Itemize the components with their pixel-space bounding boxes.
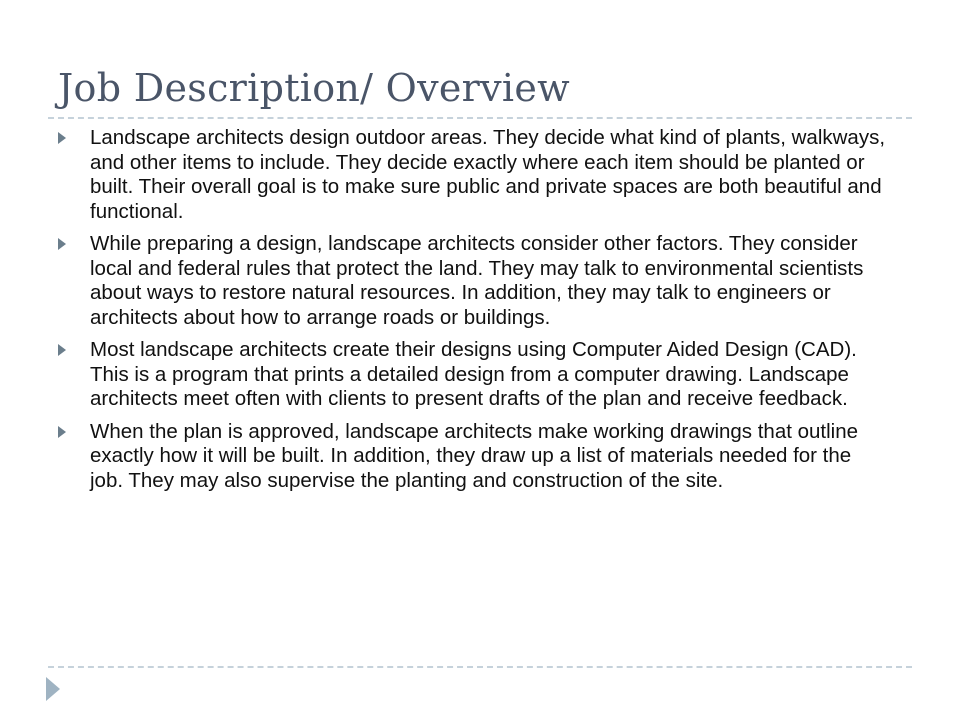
bullet-item <box>58 338 888 412</box>
bullet-text: Most landscape architects create their designs using Computer Aided Design (CAD). This is a program that prints a detailed design from a computer drawing. Landscape architects meet often with clients to present drafts of the plan and receive feedback. <box>90 338 857 410</box>
title-divider <box>48 117 912 119</box>
bullet-text: Landscape architects design outdoor areas. They decide what kind of plants, walkways, and other items to include. They decide exactly where each item should be planted or built. Their overall goal is to make sure public and private spaces are both beautiful and functional. <box>90 126 886 223</box>
triangle-right-icon <box>58 132 66 144</box>
bullet-item <box>58 420 888 494</box>
bullet-item <box>58 232 888 330</box>
bullet-text: While preparing a design, landscape architects consider other factors. They consider local and federal rules that protect the land. They may talk to environmental scientists about ways to restore natural resources. In addition, they may talk to engineers or architects about how to arrange roads or buildings. <box>90 232 864 329</box>
triangle-right-icon <box>58 238 66 250</box>
bullet-text: When the plan is approved, landscape architects make working drawings that outline exactly how it will be built. In addition, they draw up a list of materials needed for the job. They may also supervise the planting and construction of the site. <box>90 419 859 492</box>
triangle-right-icon <box>58 426 66 438</box>
bullet-item <box>58 126 888 224</box>
corner-triangle-icon <box>46 677 60 701</box>
triangle-right-icon <box>58 344 66 356</box>
slide-title: Job Description/ Overview <box>58 66 570 110</box>
bullet-list <box>58 126 888 501</box>
footer-divider <box>48 666 912 668</box>
